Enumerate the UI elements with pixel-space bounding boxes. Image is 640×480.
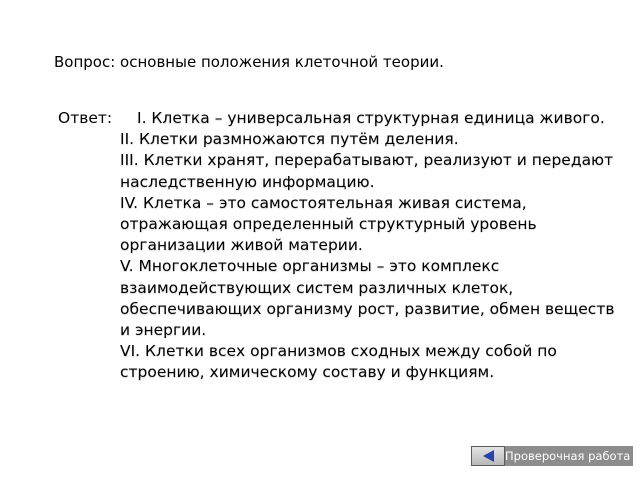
answer-item-4: IV. Клетка – это самостоятельная живая система, отражающая определенный структурный уровень организации живой материи. <box>120 193 537 255</box>
answer-list <box>120 108 620 384</box>
navigation-bar <box>471 446 633 466</box>
answer-label: Ответ: <box>58 109 113 127</box>
answer-item-6: VI. Клетки всех организмов сходных между собой по строению, химическому составу и функциям. <box>120 342 557 382</box>
answer-item-1: I. Клетка – универсальная структурная единица живого. <box>137 109 605 127</box>
back-arrow-icon <box>483 450 494 462</box>
answer-item-2: II. Клетки размножаются путём деления. <box>120 130 459 149</box>
back-button[interactable] <box>471 446 505 466</box>
answer-item-5: V. Многоклеточные организмы – это комплекс взаимодействующих систем различных клеток, обеспечивающих организму рост, развитие, обмен веществ и энергии. <box>120 257 615 340</box>
answer-item-3: III. Клетки хранят, перерабатывают, реализуют и передают наследственную информацию. <box>120 151 614 191</box>
test-work-link[interactable]: Проверочная работа <box>505 446 633 466</box>
question-text: Вопрос: основные положения клеточной теории. <box>54 53 444 71</box>
